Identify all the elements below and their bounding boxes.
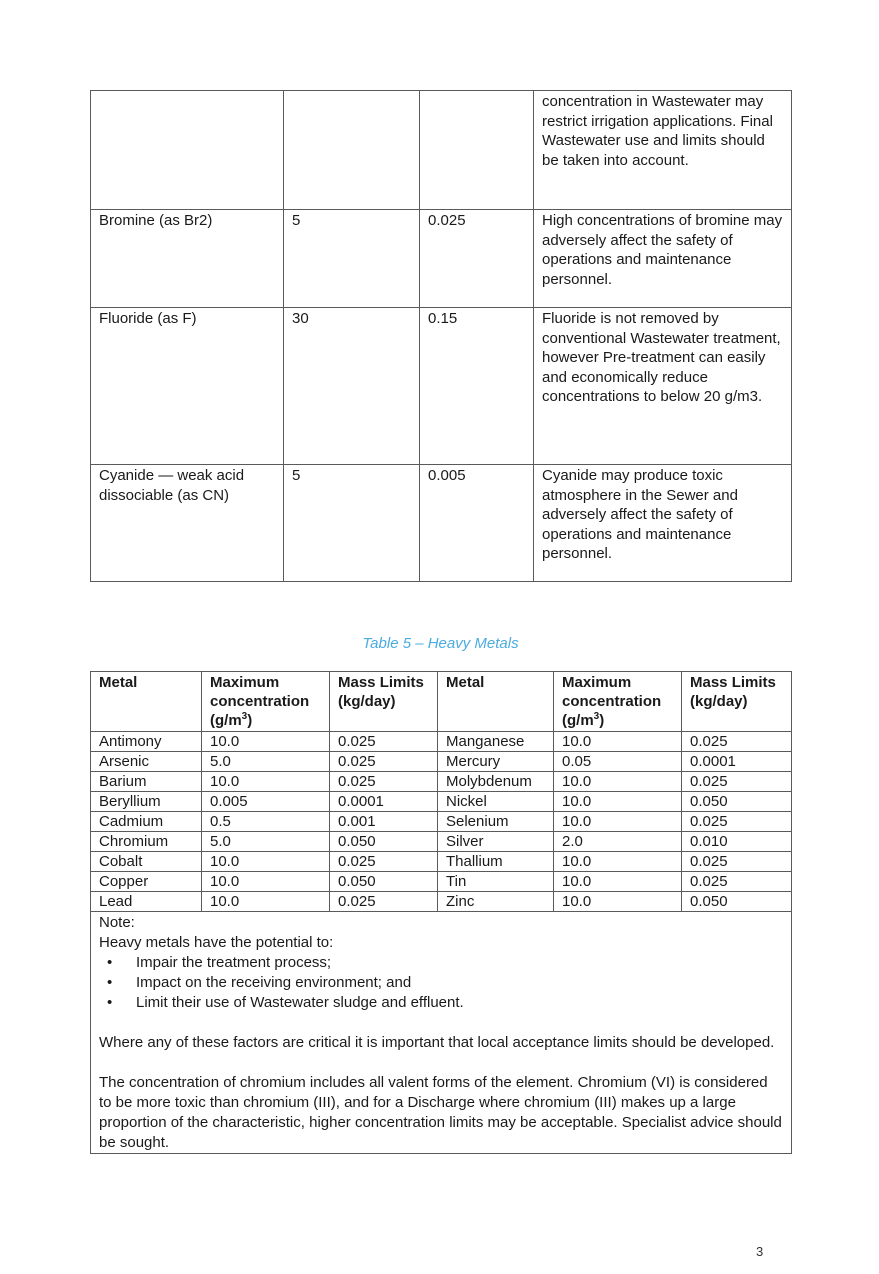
metal-cell: Antimony [91, 732, 202, 752]
mass-limit-cell: 0.0001 [330, 792, 438, 812]
mass-limit-cell: 0.15 [420, 308, 534, 465]
parameter-cell: Cyanide — weak acid dissociable (as CN) [91, 465, 284, 582]
table-row [91, 852, 792, 872]
note-paragraph: Where any of these factors are critical it is important that local acceptance limits should be developed. [99, 1034, 775, 1051]
note-intro: Heavy metals have the potential to: [99, 934, 334, 951]
mass-limit-cell: 0.0001 [682, 752, 792, 772]
concentration-cell: 10.0 [202, 892, 330, 912]
mass-limit-cell: 0.050 [682, 792, 792, 812]
metal-cell: Beryllium [91, 792, 202, 812]
concentration-cell: 2.0 [554, 832, 682, 852]
table-row [91, 732, 792, 752]
header-metal: Metal [91, 672, 202, 732]
concentration-cell: 10.0 [202, 772, 330, 792]
concentration-cell: 10.0 [202, 732, 330, 752]
bullet-icon: • [107, 974, 113, 991]
concentration-cell: 0.5 [202, 812, 330, 832]
header-metal: Metal [438, 672, 554, 732]
parameter-cell: Bromine (as Br2) [91, 210, 284, 308]
mass-limit-cell: 0.025 [330, 772, 438, 792]
note-label: Note: [99, 914, 135, 931]
table-row [91, 772, 792, 792]
mass-limit-cell: 0.005 [420, 465, 534, 582]
concentration-cell: 5.0 [202, 832, 330, 852]
metal-cell: Cobalt [91, 852, 202, 872]
metal-cell: Chromium [91, 832, 202, 852]
list-item: • Limit their use of Wastewater sludge and effluent. [107, 994, 464, 1011]
list-item: • Impair the treatment process; [107, 954, 332, 971]
metal-cell: Cadmium [91, 812, 202, 832]
concentration-cell: 10.0 [554, 772, 682, 792]
metal-cell: Thallium [438, 852, 554, 872]
concentration-cell: 5 [284, 210, 420, 308]
metal-cell: Barium [91, 772, 202, 792]
metal-cell: Nickel [438, 792, 554, 812]
concentration-cell: 30 [284, 308, 420, 465]
metal-cell: Lead [91, 892, 202, 912]
mass-limit-cell: 0.025 [330, 752, 438, 772]
header-max-concentration: Maximum concentration $(g/m^3)$ [554, 672, 682, 732]
header-row [91, 672, 792, 732]
metal-cell: Manganese [438, 732, 554, 752]
header-mass-limits: Mass Limits (kg/day) [330, 672, 438, 732]
metal-cell: Copper [91, 872, 202, 892]
mass-limit-cell: 0.025 [330, 892, 438, 912]
concentration-cell: 10.0 [554, 732, 682, 752]
comment-cell: Fluoride is not removed by conventional Wastewater treatment, however Pre-treatment can easily and economically reduce concentrations to below 20 g/m3. [534, 308, 792, 465]
mass-limit-cell: 0.025 [682, 852, 792, 872]
concentration-cell [284, 91, 420, 210]
metal-cell: Zinc [438, 892, 554, 912]
concentration-cell: 5.0 [202, 752, 330, 772]
table-row [91, 465, 792, 582]
table-row [91, 308, 792, 465]
mass-limit-cell: 0.025 [682, 732, 792, 752]
note-row [91, 912, 792, 1154]
table-row [91, 892, 792, 912]
concentration-cell: 0.05 [554, 752, 682, 772]
table-row [91, 91, 792, 210]
note-bullet-list [99, 953, 783, 1013]
page-number: 3 [756, 1244, 764, 1259]
mass-limit-cell: 0.010 [682, 832, 792, 852]
comment-cell: High concentrations of bromine may adversely affect the safety of operations and maintenance personnel. [534, 210, 792, 308]
mass-limit-cell: 0.025 [420, 210, 534, 308]
table-row [91, 210, 792, 308]
mass-limit-cell: 0.025 [682, 872, 792, 892]
metal-cell: Selenium [438, 812, 554, 832]
metal-cell: Silver [438, 832, 554, 852]
mass-limit-cell: 0.001 [330, 812, 438, 832]
table-row [91, 872, 792, 892]
table-row [91, 752, 792, 772]
table-row [91, 812, 792, 832]
parameter-cell: Fluoride (as F) [91, 308, 284, 465]
concentration-cell: 10.0 [554, 812, 682, 832]
table-caption: Table 5 – Heavy Metals [362, 635, 519, 652]
bullet-icon: • [107, 994, 113, 1011]
concentration-cell: 10.0 [554, 872, 682, 892]
mass-limit-cell: 0.025 [330, 852, 438, 872]
table-row [91, 832, 792, 852]
parameter-cell [91, 91, 284, 210]
heavy-metals-table [90, 671, 792, 1154]
mass-limit-cell: 0.025 [682, 812, 792, 832]
concentration-cell: 5 [284, 465, 420, 582]
note-cell [91, 912, 792, 1154]
metal-cell: Molybdenum [438, 772, 554, 792]
metal-cell: Tin [438, 872, 554, 892]
note-paragraph: The concentration of chromium includes all valent forms of the element. Chromium (VI) is considered to be more toxic than chromium (III), and for a Discharge where chromium (III) makes up a large proportion of the characteristic, higher concentration limits may be acceptable. Specialist advice should be sought. [99, 1074, 782, 1151]
comment-cell: concentration in Wastewater may restrict irrigation applications. Final Wastewater use and limits should be taken into account. [534, 91, 792, 210]
header-mass-limits: Mass Limits (kg/day) [682, 672, 792, 732]
header-max-concentration: Maximum concentration $(g/m^3)$ [202, 672, 330, 732]
metal-cell: Mercury [438, 752, 554, 772]
table-row [91, 792, 792, 812]
concentration-cell: 10.0 [554, 792, 682, 812]
comment-cell: Cyanide may produce toxic atmosphere in the Sewer and adversely affect the safety of operations and maintenance personnel. [534, 465, 792, 582]
concentration-cell: 10.0 [202, 852, 330, 872]
mass-limit-cell: 0.050 [330, 832, 438, 852]
concentration-cell: 0.005 [202, 792, 330, 812]
bullet-icon: • [107, 954, 113, 971]
list-item: • Impact on the receiving environment; and [107, 974, 412, 991]
concentration-cell: 10.0 [554, 852, 682, 872]
concentration-cell: 10.0 [554, 892, 682, 912]
concentration-cell: 10.0 [202, 872, 330, 892]
mass-limit-cell [420, 91, 534, 210]
metal-cell: Arsenic [91, 752, 202, 772]
mass-limit-cell: 0.050 [682, 892, 792, 912]
mass-limit-cell: 0.025 [330, 732, 438, 752]
trade-waste-limits-table-continued [90, 90, 792, 582]
mass-limit-cell: 0.025 [682, 772, 792, 792]
mass-limit-cell: 0.050 [330, 872, 438, 892]
